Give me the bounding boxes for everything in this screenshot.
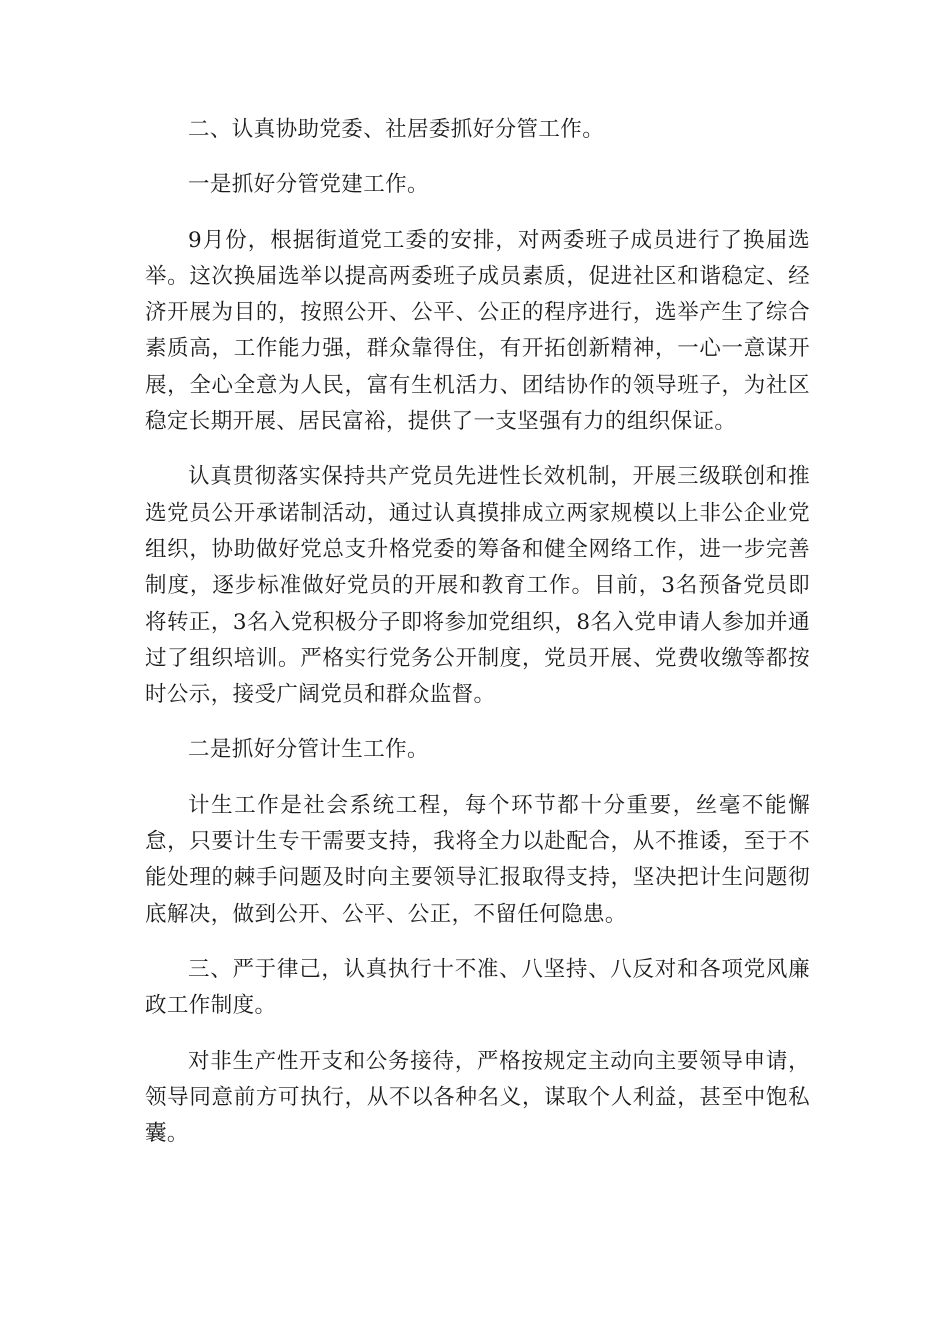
subsection-heading-family-planning: 二是抓好分管计生工作。 [188,737,429,763]
document-body [145,112,810,1171]
paragraph-party-member-mechanism: 认真贯彻落实保持共产党员先进性长效机制，开展三级联创和推选党员公开承诺制活动，通过认真摸排成立两家规模以上非公企业党组织，协助做好党总支升格党委的筹备和健全网络工作，进一步完善制度，逐步标准做好党员的开展和教育工作。目前，3名预备党员即将转正，3名入党积极分子即将参加党组织，8名入党申请人参加并通过了组织培训。严格实行党务公开制度，党员开展、党费收缴等都按时公示，接受广阔党员和群众监督。 [145,464,810,708]
paragraph-family-planning: 计生工作是社会系统工程，每个环节都十分重要，丝毫不能懈怠，只要计生专干需要支持，我将全力以赴配合，从不推诿，至于不能处理的棘手问题及时向主要领导汇报取得支持，坚决把计生问题彻底解决，做到公开、公平、公正，不留任何隐患。 [145,792,810,927]
paragraph-election: 9月份，根据街道党工委的安排，对两委班子成员进行了换届选举。这次换届选举以提高两委班子成员素质，促进社区和谐稳定、经济开展为目的，按照公开、公平、公正的程序进行，选举产生了综合素质高，工作能力强，群众靠得住，有开拓创新精神，一心一意谋开展，全心全意为人民，富有生机活力、团结协作的领导班子，为社区稳定长期开展、居民富裕，提供了一支坚强有力的组织保证。 [145,227,810,435]
section-heading-3: 三、严于律己，认真执行十不准、八坚持、八反对和各项党风廉政工作制度。 [145,956,810,1019]
subsection-heading-party-building: 一是抓好分管党建工作。 [188,172,429,198]
paragraph-expenditure: 对非生产性开支和公务接待，严格按规定主动向主要领导申请，领导同意前方可执行，从不以各种名义，谋取个人利益，甚至中饱私囊。 [145,1048,810,1147]
section-heading-2: 二、认真协助党委、社居委抓好分管工作。 [188,117,605,142]
